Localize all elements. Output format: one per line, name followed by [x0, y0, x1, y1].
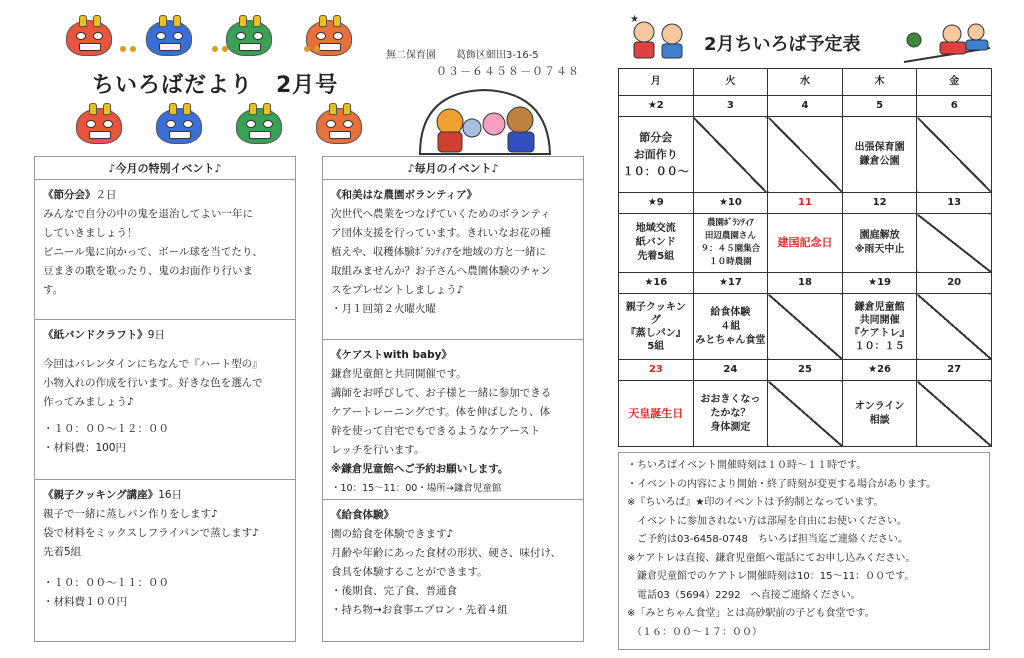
date-cell: ★10: [693, 193, 768, 214]
date-cell-holiday: 23: [619, 360, 694, 381]
event-title: 《給食体験》: [331, 509, 394, 521]
event-title: 《紙バンドクラフト》: [43, 329, 148, 341]
event-lunch-trial: [323, 500, 583, 626]
date-cell: 20: [917, 273, 992, 294]
event-cell: 園庭解放 ※雨天中止: [842, 214, 917, 273]
special-events-header: ♪今月の特別イベント♪: [35, 157, 295, 180]
date-cell: 24: [693, 360, 768, 381]
calendar-title: 2月ちいろば予定表: [704, 34, 861, 55]
event-line: 小物入れの作成を行います。好きな色を選んで: [43, 377, 263, 389]
event-line: ※鎌倉児童館へご予約お願いします。: [331, 463, 509, 475]
date-cell-holiday: 11: [768, 193, 843, 214]
svg-text:★: ★: [630, 14, 639, 25]
event-line: ・月１回第２火曜火曜: [331, 303, 436, 315]
note-line: （１６：００～１７：００）: [627, 626, 762, 638]
empty-cell: [917, 294, 992, 360]
event-line: 鎌倉児童館と共同開催です。: [331, 368, 467, 380]
event-line: 食具を体験することができます。: [331, 566, 488, 578]
event-line: レッチを行います。: [331, 444, 425, 456]
calendar-table: [618, 68, 992, 447]
date-cell: ★16: [619, 273, 694, 294]
event-line: 園の給食を体験できます♪: [331, 528, 454, 540]
event-line: ・10：15～11：00・場所→鎌倉児童館: [331, 483, 502, 494]
event-line: 親子で一緒に蒸しパン作りをします♪: [43, 508, 218, 520]
red-oni-icon: [66, 20, 112, 56]
event-cell: 地域交流 紙バンド 先着5組: [619, 214, 694, 273]
bean-dots: [212, 46, 228, 52]
date-cell: 13: [917, 193, 992, 214]
event-title: 《和美はな農園ボランティア》: [331, 189, 478, 201]
note-line: 鎌倉児童館でのケアトレ開催時刻は10：15～11：００です。: [627, 571, 915, 582]
event-parent-child-cooking: [35, 480, 295, 618]
event-line: ・材料費：100円: [43, 442, 127, 454]
green-oni-icon: [236, 108, 282, 144]
date-cell: ★17: [693, 273, 768, 294]
oni-decoration-bottom: [76, 108, 362, 144]
empty-cell: [693, 117, 768, 193]
event-line: 幹を使って自宅でもできるようなケアースト: [331, 425, 541, 437]
red-oni-icon: [76, 108, 122, 144]
event-date: 9日: [147, 329, 165, 341]
org-address: 無二保育園 葛飾区細田3-16-5: [386, 50, 539, 61]
event-line: 次世代へ農業をつなげていくためのボランティ: [331, 208, 551, 220]
note-line: イベントに参加されない方は部屋を自由にお使いください。: [627, 515, 907, 527]
date-cell: 27: [917, 360, 992, 381]
holiday-cell: 建国記念日: [768, 214, 843, 273]
empty-cell: [917, 214, 992, 273]
event-line: スをプレゼントしましょう♪: [331, 284, 464, 296]
event-line: 作ってみましょう♪: [43, 396, 134, 408]
event-cell: 出張保育園 鎌倉公園: [842, 117, 917, 193]
event-title: 《親子クッキング講座》: [43, 489, 159, 501]
weekday-fri: 金: [917, 69, 992, 96]
event-line: ・１０：００～１２：００: [43, 423, 169, 435]
event-line: 講師をお呼びして、お子様と一緒に参加できる: [331, 387, 552, 399]
orange-oni-icon: [316, 108, 362, 144]
event-line: 取組みませんか？お子さんへ農園体験のチャン: [331, 265, 551, 277]
date-cell: ★2: [619, 96, 694, 117]
empty-cell: [917, 117, 992, 193]
event-line: ・材料費１００円: [43, 596, 127, 608]
note-line: ・ちいろばイベント開催時刻は１０時～１１時です。: [627, 460, 867, 471]
sledding-illustration: [900, 18, 996, 64]
date-cell: 12: [842, 193, 917, 214]
date-cell: ★19: [842, 273, 917, 294]
event-line: ・後期食、完了食、普通食: [331, 585, 457, 597]
weekday-wed: 水: [768, 69, 843, 96]
event-line: みんなで自分の中の鬼を退治してよい一年に: [43, 208, 253, 220]
empty-cell: [768, 294, 843, 360]
special-events-box: [34, 156, 296, 642]
event-line: していきましょう！: [43, 227, 138, 239]
blue-oni-icon: [156, 108, 202, 144]
newsletter-title: ちいろばだより 2月号: [92, 73, 339, 98]
empty-cell: [768, 117, 843, 193]
event-cell: 農園ﾎﾞﾗﾝﾃｨｱ 田辺農園さん ９：４５園集合 １０時農園: [693, 214, 768, 273]
org-phone: ０３－６４５８－０７４８: [436, 65, 580, 78]
event-line: す。: [43, 284, 64, 296]
event-line: ・１０：００～１１：００: [43, 577, 169, 589]
weekday-tue: 火: [693, 69, 768, 96]
weekday-thu: 木: [842, 69, 917, 96]
event-line: 今回はバレンタインにちなんで『ハート型の』: [43, 358, 263, 370]
date-cell: ★26: [842, 360, 917, 381]
monthly-events-header: ♪毎月のイベント♪: [323, 157, 583, 180]
event-paper-band-craft: [35, 320, 295, 480]
event-cell: 親子クッキン グ 『蒸しパン』 5組: [619, 294, 694, 360]
date-cell: 6: [917, 96, 992, 117]
event-cell: 給食体験 ４組 みとちゃん食堂: [693, 294, 768, 360]
event-line: 植えや、収穫体験ﾎﾞﾗﾝﾃｨｱを地域の方と一緒に: [331, 246, 547, 258]
weekday-mon: 月: [619, 69, 694, 96]
event-date: ２日: [95, 189, 117, 201]
note-line: ご予約は03-6458-0748 ちいろば担当迄ご連絡ください。: [627, 534, 908, 545]
event-cell: おおきくなっ たかな？ 身体測定: [693, 381, 768, 447]
bean-dots: [304, 46, 320, 52]
note-line: ※「みとちゃん食堂」とは高砂駅前の子ども食堂です。: [627, 608, 875, 619]
green-oni-icon: [226, 20, 272, 56]
date-cell: 4: [768, 96, 843, 117]
note-line: ※ケアトレは直接、鎌倉児童館へ電話にてお申し込みください。: [627, 552, 916, 564]
kids-snow-illustration: [624, 12, 692, 60]
event-line: ・持ち物→お食事エプロン・先着４組: [331, 604, 508, 616]
empty-cell: [768, 381, 843, 447]
event-line: 月齢や年齢にあった食材の形状、硬さ、味付け、: [331, 547, 562, 559]
date-cell: 25: [768, 360, 843, 381]
event-title: 《ケアストwith baby》: [331, 349, 452, 361]
holiday-cell: 天皇誕生日: [619, 381, 694, 447]
monthly-events-box: [322, 156, 584, 642]
event-line: ア団体支援を行っています。きれいなお花の種: [331, 227, 551, 239]
event-care-st-with-baby: [323, 340, 583, 500]
date-cell: 3: [693, 96, 768, 117]
empty-cell: [917, 381, 992, 447]
event-line: ケアートレーニングです。体を伸ばしたり、体: [331, 406, 551, 418]
calendar-notes: [618, 452, 990, 650]
event-date: 16日: [158, 489, 183, 501]
event-line: 袋で材料をミックスしフライパンで蒸します♪: [43, 527, 259, 539]
winter-animals-illustration: [410, 84, 558, 156]
event-line: 豆まきの歌を歌ったり、鬼のお面作り行いま: [43, 265, 253, 277]
event-cell: 節分会 お面作り １０：００～: [619, 117, 694, 193]
date-cell: 5: [842, 96, 917, 117]
date-cell: 18: [768, 273, 843, 294]
bean-dots: [120, 46, 136, 52]
event-cell: オンライン 相談: [842, 381, 917, 447]
event-title: 《節分会》: [43, 189, 96, 201]
note-line: ・イベントの内容により開始・終了時刻が変更する場合があります。: [627, 478, 937, 490]
event-line: ビニール鬼に向かって、ボール球を当てたり、: [43, 246, 263, 258]
note-line: 電話03（5694）2292 へ直接ご連絡ください。: [627, 589, 861, 601]
blue-oni-icon: [146, 20, 192, 56]
event-setsubun: [35, 180, 295, 320]
event-cell: 鎌倉児童館 共同開催 『ケアトレ』 １０：１５: [842, 294, 917, 360]
event-line: 先着5組: [43, 546, 82, 558]
event-farm-volunteer: [323, 180, 583, 340]
note-line: ※『ちいろば』★印のイベントは予約制となっています。: [627, 497, 884, 508]
date-cell: ★9: [619, 193, 694, 214]
